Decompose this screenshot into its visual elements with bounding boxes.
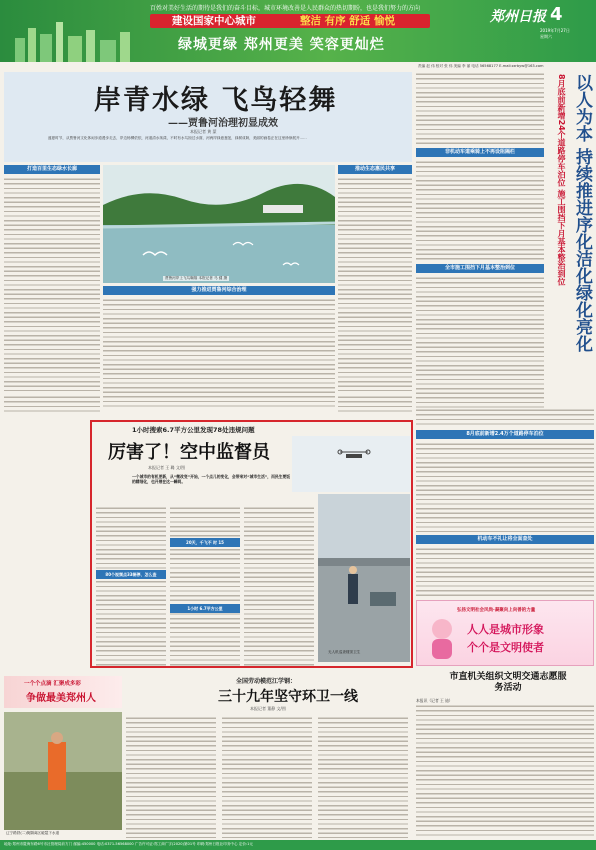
drone-col3: [244, 506, 314, 666]
civility-ad-line3: 个个是文明使者: [467, 641, 544, 654]
drone-byline: 本报记者 王 璐 文/图: [148, 465, 186, 470]
rooftop-photo: [318, 494, 410, 662]
footer-text: 地址:郑州市陇海东路6号市社管理局前方门 邮编:450000 电话:0371-56568000 广告许可证:郑工商广字(2020)第01号 印刷:郑州日报社印务中心 定价:1元: [4, 842, 254, 846]
bottom-center-article: [126, 676, 410, 838]
top-left-box: [4, 165, 100, 393]
top-left-text: [4, 177, 100, 391]
bottom-right-headline: 市直机关组织文明交通志愿服务活动: [449, 672, 567, 693]
right-text-1: [416, 160, 544, 260]
right-text-2: [416, 276, 544, 426]
paper-logo: 郑州日报: [490, 9, 546, 25]
campaign-slogan: 整洁 有序 舒适 愉悦: [300, 15, 395, 27]
right-vertical-headline: 以人为本 持续推进序化洁化绿化亮化: [572, 74, 592, 352]
top-article-header: [4, 72, 412, 162]
mascot-icon: [423, 615, 461, 661]
campaign-title: 建设国家中心城市: [172, 15, 256, 27]
bottom-left-banner: [4, 676, 122, 708]
civility-ad-line1: 弘扬文明社会风尚·凝聚向上向善的力量: [457, 608, 536, 613]
bottom-right-byline: 本报讯（记者 王 迪）: [416, 698, 453, 703]
bottom-center-byline: 本报记者 董静 文/图: [250, 706, 286, 711]
top-article-subhead: ——贾鲁河治理初显成效: [168, 118, 278, 129]
bottom-center-col2: [222, 716, 312, 838]
drone-lead: 一个城市的有机更新，从“微改变”开始，一个点儿的变化，会带来对“城市生活”，而民生要饭的精细化，也开展在这一瞬间。: [132, 474, 291, 484]
right-article: [416, 72, 594, 532]
rooftop-photo-caption: 无人机巡查楼顶卫生: [328, 650, 361, 654]
issue-date: 2019年7月27日: [540, 28, 570, 33]
bottom-right-text: [416, 704, 594, 838]
river-photo-caption: 贾鲁河岸上飞鸟翱翔 本报记者 马 健 摄: [165, 276, 228, 280]
bottom-center-kicker: 全国劳动模范江学钢：: [236, 678, 297, 685]
bottom-left-photo: [4, 712, 122, 838]
top-right-box: [338, 165, 412, 393]
right-sub3: 8月底前新增2.4万个道路停车泊位: [416, 430, 594, 439]
edit-line: 责编 赵 伟 校对 张 伟 美编 李 丽 电话 56568177 E-mail:zzrbyw@163.com: [418, 64, 544, 68]
campaign-subtitle: 绿城更绿 郑州更美 笑容更灿烂: [178, 37, 385, 53]
drone-sub1: 20天，千飞不 时 15: [170, 538, 240, 547]
page-number: 4: [550, 4, 563, 25]
bottom-left-photo-image: [4, 712, 122, 830]
bottom-center-col3: [318, 716, 408, 838]
issue-weekday: 星期六: [540, 34, 552, 39]
masthead-slogan: 百姓对美好生活的期待是我们的奋斗目标，城市环境改善是人民群众的热切期盼，也是我们努力的方向: [150, 5, 421, 12]
right-text-3: [416, 442, 594, 532]
skyline-illustration: [10, 18, 140, 62]
footer-bar: [0, 840, 596, 850]
right-sub1: 非机动车道乘骑上不再设阻隔栏: [416, 148, 544, 157]
top-left-text-2: [4, 395, 100, 415]
bottom-right-article: [416, 670, 594, 838]
top-article-byline: 本报记者 黄 蒙: [190, 129, 217, 134]
top-mid-title: 强力推进贾鲁河综合治理: [103, 286, 335, 295]
right-sub2: 全市施工围挡下月基本整治到位: [416, 264, 544, 273]
drone-headline: 厉害了！空中监督员: [108, 442, 270, 463]
drone-kicker: 1小时搜索6.7平方公里发现78处违规问题: [132, 426, 255, 434]
top-right-box-title: 推动生态惠民共享: [338, 165, 412, 174]
bottom-center-col1: [126, 716, 216, 838]
rooftop-photo-image: [318, 494, 410, 662]
bottom-banner-line1: 一个个点滴 汇聚成多彩: [24, 681, 81, 687]
top-right-text-2: [338, 395, 412, 415]
drone-feature: [90, 420, 413, 668]
right-lead-text: [416, 72, 544, 144]
right-text-4: [416, 547, 594, 597]
river-photo: [103, 165, 335, 283]
masthead: [0, 0, 596, 62]
drone-sky-photo: [292, 436, 410, 492]
drone-col1: [96, 506, 166, 666]
top-article-headline: 岸青水绿 飞鸟轻舞: [94, 85, 338, 116]
top-mid-text: [103, 298, 335, 408]
bottom-left-caption: 辽宁路铁(二)街隔离区破裂下水道: [6, 831, 60, 835]
drone-sub2: 80个视频点33辆停、怎么查: [96, 570, 166, 579]
top-left-box-title: 打造百里生态绿水长廊: [4, 165, 100, 174]
right-sub4: 机动车不礼让将全面查处: [416, 535, 594, 544]
bottom-banner-line2: 争做最美郑州人: [26, 693, 96, 704]
bottom-center-headline: 三十九年坚守环卫一线: [218, 689, 358, 705]
civility-ad-line2: 人人是城市形象: [467, 623, 544, 636]
drone-col2: [170, 506, 240, 666]
right-text-2b: [416, 408, 594, 428]
top-article-lead: 盛夏时节，从贾鲁河文化休闲步道漫步走去，岸边杨柳依依，河道清水荡漾，不时有水鸟掠过水面，河两岸绿意葱茏，绿树成荫，美丽的画卷正在这里徐徐展开……: [48, 136, 307, 140]
drone-sub3: 1小时 6.7平方公里: [170, 604, 240, 613]
right-vertical-subhead: 8月底前新增24个道路停车泊位 施工围挡下月基本整治到位: [557, 74, 566, 286]
river-photo-image: [103, 165, 335, 283]
top-right-text: [338, 177, 412, 391]
civility-ad: [416, 600, 594, 666]
